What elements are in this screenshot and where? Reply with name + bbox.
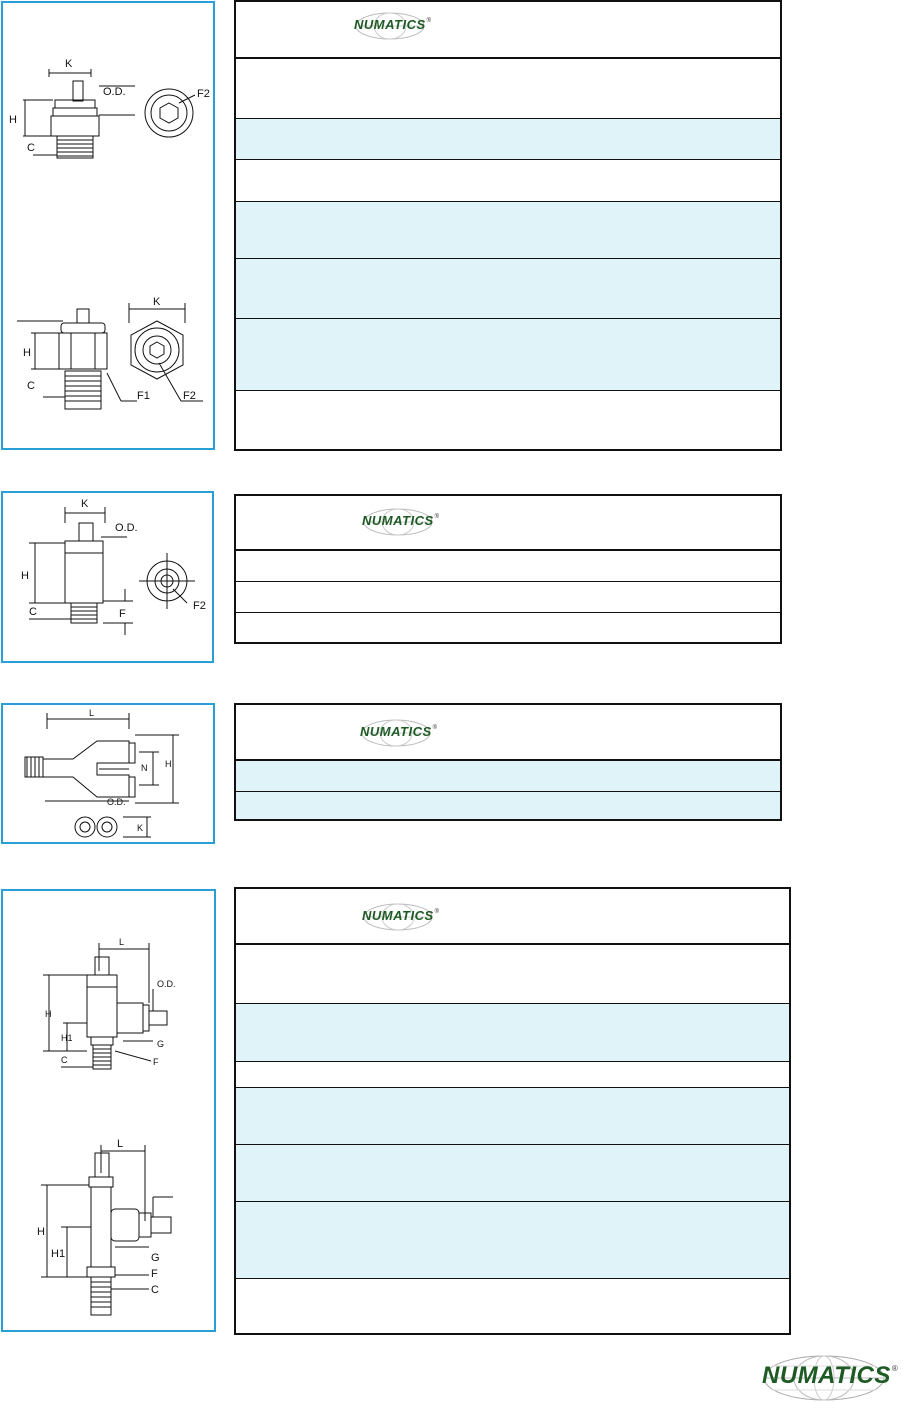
- dim-label: O.D.: [157, 979, 176, 989]
- table-row: [236, 202, 780, 259]
- dim-label: H: [23, 347, 31, 359]
- dim-label: K: [65, 58, 73, 70]
- spec-table-2: [234, 494, 782, 644]
- dim-label: C: [151, 1284, 159, 1296]
- table-row: [236, 1088, 789, 1145]
- figure-panel-2: [1, 491, 214, 663]
- dim-label: C: [29, 606, 37, 618]
- spec-table-3: [234, 703, 782, 821]
- dim-label: N: [141, 763, 148, 773]
- table-row: [236, 761, 780, 792]
- dim-label: O.D.: [107, 797, 126, 807]
- table-row: [236, 119, 780, 160]
- registered-mark: ®: [891, 1364, 898, 1373]
- registered-mark: ®: [434, 909, 440, 915]
- dim-label: H1: [61, 1033, 73, 1043]
- table-row: [236, 1145, 789, 1202]
- logo-text: NUMATICS: [354, 17, 426, 32]
- table-header: [236, 2, 780, 59]
- table-row: [236, 551, 780, 582]
- dim-label: C: [27, 142, 35, 154]
- dim-label: K: [81, 498, 89, 510]
- logo-text: NUMATICS: [362, 908, 434, 923]
- logo-text: NUMATICS: [762, 1362, 891, 1389]
- table-row: [236, 1062, 789, 1088]
- spec-table-4: [234, 887, 791, 1335]
- table-row: [236, 1004, 789, 1062]
- table-row: [236, 1202, 789, 1279]
- registered-mark: ®: [432, 725, 438, 731]
- logo-text: NUMATICS: [360, 724, 432, 739]
- fitting-drawing-1: [3, 3, 215, 450]
- table-header: [236, 496, 780, 551]
- dim-label: C: [27, 380, 35, 392]
- dim-label: F: [119, 608, 126, 620]
- figure-panel-1: [1, 1, 215, 450]
- numatics-logo: [360, 725, 437, 738]
- table-row: [236, 1279, 789, 1333]
- table-header: [236, 705, 780, 761]
- dim-label: F2: [197, 88, 210, 100]
- registered-mark: ®: [434, 514, 440, 520]
- figure-panel-4: [1, 889, 216, 1332]
- dim-label: H: [165, 759, 172, 769]
- dim-label: K: [137, 823, 144, 833]
- dim-label: F: [151, 1268, 158, 1280]
- dim-label: G: [157, 1039, 165, 1049]
- dim-label: L: [119, 937, 125, 947]
- dim-label: H: [21, 570, 29, 582]
- numatics-logo: [362, 909, 439, 922]
- dim-label: H: [9, 114, 17, 126]
- table-row: [236, 945, 789, 1004]
- table-row: [236, 391, 780, 449]
- numatics-logo: [362, 514, 439, 527]
- dim-label: O.D.: [115, 522, 138, 534]
- table-row: [236, 582, 780, 613]
- dim-label: H: [37, 1226, 45, 1238]
- dim-label: C: [61, 1055, 68, 1065]
- dim-label: G: [151, 1252, 160, 1264]
- dim-label: O.D.: [103, 86, 126, 98]
- dim-label: H1: [51, 1248, 66, 1260]
- table-row: [236, 319, 780, 391]
- table-header: [236, 889, 789, 945]
- fitting-drawing-4: [3, 891, 216, 1332]
- fitting-drawing-3: [3, 705, 215, 844]
- figure-panel-3: [1, 703, 215, 844]
- table-row: [236, 259, 780, 319]
- table-row: [236, 613, 780, 642]
- table-row: [236, 160, 780, 202]
- dim-label: F1: [137, 390, 150, 402]
- table-row: [236, 59, 780, 119]
- dim-label: F: [153, 1057, 159, 1067]
- fitting-drawing-2: [3, 493, 214, 663]
- registered-mark: ®: [426, 18, 432, 24]
- dim-label: K: [153, 296, 161, 308]
- dim-label: F2: [193, 600, 206, 612]
- dim-label: L: [117, 1138, 124, 1150]
- spec-table-1: [234, 0, 782, 451]
- footer-numatics-logo: [762, 1364, 898, 1388]
- dim-label: L: [89, 708, 95, 718]
- dim-label: H: [45, 1009, 52, 1019]
- logo-text: NUMATICS: [362, 513, 434, 528]
- numatics-logo: [354, 18, 431, 31]
- table-row: [236, 792, 780, 819]
- dim-label: F2: [183, 390, 196, 402]
